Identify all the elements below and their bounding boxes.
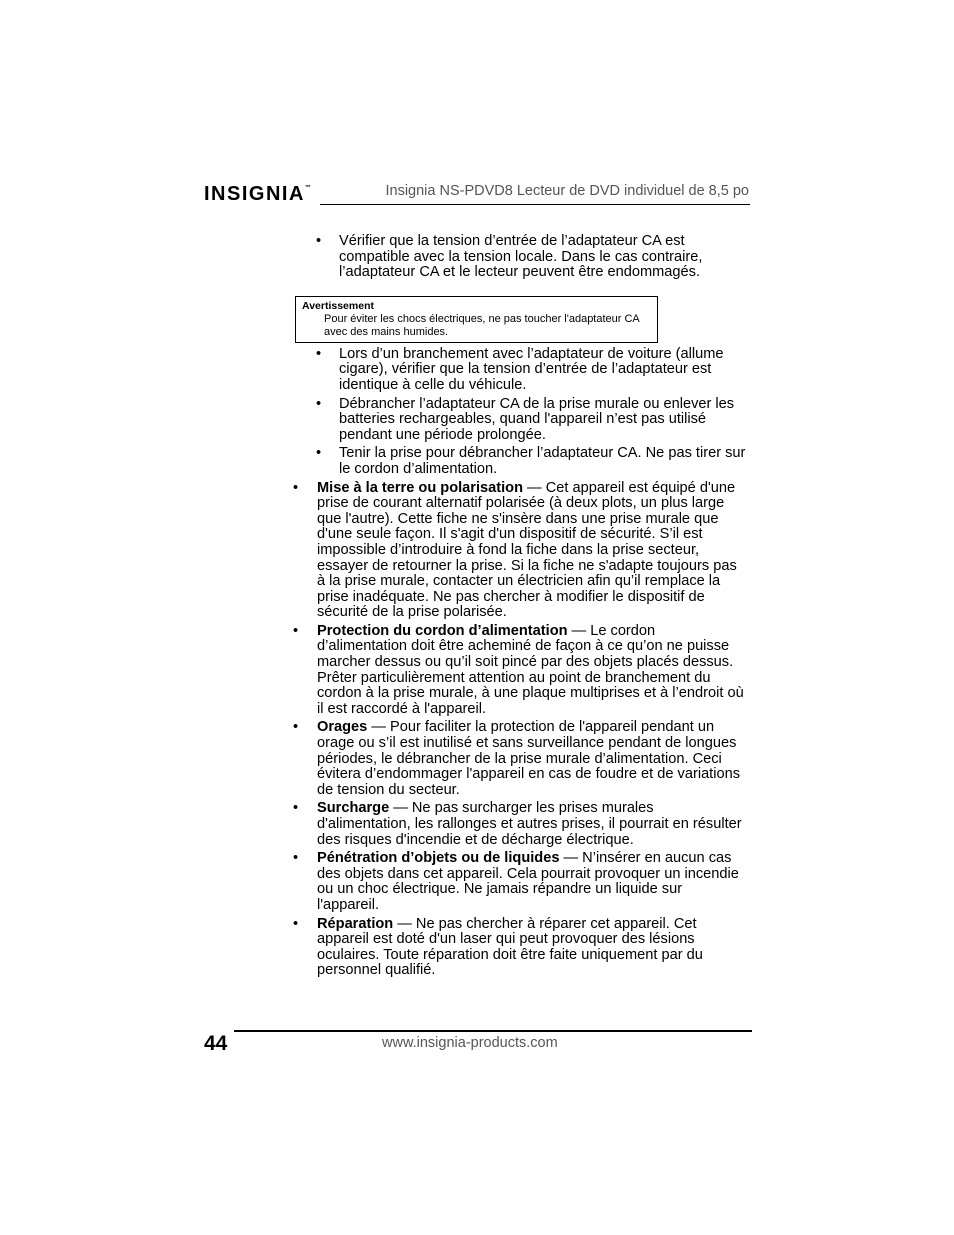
list-item-term: Protection du cordon d’alimentation	[317, 622, 568, 639]
sub-bullet-list	[292, 347, 748, 478]
page-number: 44	[204, 1032, 228, 1055]
bullet-glyph: •	[293, 479, 299, 496]
list-item-text: — Ne pas surcharger les prises murales d'alimentation, les rallonges et autres prises, il pourrait en résulter des risques d'incendie et de décharge électrique.	[317, 800, 742, 848]
bullet-glyph: •	[316, 233, 322, 249]
running-header: Insignia NS-PDVD8 Lecteur de DVD individuel de 8,5 po	[385, 183, 749, 199]
list-item	[292, 801, 748, 848]
list-item	[292, 446, 748, 477]
list-item	[292, 481, 748, 621]
list-item-term: Surcharge	[317, 800, 390, 817]
brand-logo	[204, 183, 311, 206]
warning-title: Avertissement	[302, 299, 374, 312]
list-item-text: Débrancher l’adaptateur CA de la prise murale ou enlever les batteries rechargeables, quand l'appareil n’est pas utilisé pendant une période prolongée.	[339, 395, 735, 443]
warning-box	[295, 296, 658, 343]
list-item	[292, 347, 748, 394]
main-bullet-list	[292, 481, 748, 979]
list-item-text: — Le cordon d’alimentation doit être acheminé de façon à ce qu’on ne puisse marcher dessus ou qu’il soit pincé par des objets placés dessus. Prêter particulièrement attention au point de branchement du cordon à la prise murale, à une plaque multiprises et à l’endroit où il est raccordé à l'appareil.	[317, 622, 744, 717]
list-item	[292, 397, 748, 444]
list-item-term: Orages	[317, 719, 368, 736]
list-item-text: — Ne pas chercher à réparer cet appareil. Cet appareil est doté d'un laser qui peut provoquer des lésions oculaires. Toute réparation doit être faite uniquement par du personnel qualifié.	[317, 915, 703, 979]
bullet-glyph: •	[293, 800, 299, 817]
footer-url: www.insignia-products.com	[382, 1035, 558, 1051]
list-item	[292, 851, 748, 913]
list-item-text: — N’insérer en aucun cas des objets dans cet appareil. Cela pourrait provoquer un incendie ou un choc électrique. Ne jamais répandre un liquide sur l'appareil.	[317, 850, 739, 913]
list-item	[292, 720, 748, 798]
bullet-glyph: •	[293, 915, 299, 932]
list-item-term: Réparation	[317, 915, 394, 932]
list-item	[292, 917, 748, 979]
list-item-term: Pénétration d’objets ou de liquides	[317, 850, 560, 867]
bullet-glyph: •	[293, 622, 299, 639]
list-item	[292, 234, 748, 281]
bullet-glyph: •	[316, 345, 322, 362]
trademark-mark: ™	[304, 185, 311, 191]
footer-rule	[234, 1030, 752, 1032]
warning-text: Pour éviter les chocs électriques, ne pas toucher l'adaptateur CA avec des mains humides.	[324, 312, 640, 338]
bullet-glyph: •	[293, 850, 299, 867]
brand-name: INSIGNIA	[204, 183, 305, 205]
list-item-text: Tenir la prise pour débrancher l’adaptateur CA. Ne pas tirer sur le cordon d’alimentation.	[339, 445, 746, 477]
list-item-term: Mise à la terre ou polarisation	[317, 479, 523, 496]
bullet-glyph: •	[316, 445, 322, 462]
list-item-text: Vérifier que la tension d’entrée de l’adaptateur CA est compatible avec la tension locale. Dans le cas contraire, l’adaptateur CA et le lecteur peuvent être endommagés.	[339, 233, 703, 281]
sub-bullet-list-top	[292, 234, 748, 281]
bullet-glyph: •	[316, 395, 322, 412]
list-item-text: — Pour faciliter la protection de l'appareil pendant un orage ou s’il est inutilisé et sans surveillance pendant de longues périodes, le débrancher de la prise murale d’alimentation. Ceci évitera d’endommager l'appareil en cas de foudre et de variations de tension du secteur.	[317, 719, 741, 798]
list-item-text: — Cet appareil est équipé d'une prise de courant alternatif polarisée (à deux plots, un plus large que l'autre). Cette fiche ne s'insère dans une prise murale que d'une seule façon. Il s'agit d'un dispositif de sécurité. S’il est impossible d’introduire à fond la fiche dans la prise secteur, essayer de retourner la prise. Si la fiche ne s'adapte toujours pas à la prise murale, contacter un électricien afin qu’il remplace la prise inadéquate. Ne pas chercher à modifier le dispositif de sécurité de la prise polarisée.	[317, 479, 737, 621]
list-item-text: Lors d’un branchement avec l’adaptateur de voiture (allume cigare), vérifier que la tension d’entrée de l’adaptateur est identique à celle du véhicule.	[339, 345, 724, 393]
header-rule	[320, 204, 750, 205]
page-body	[292, 234, 748, 982]
list-item	[292, 624, 748, 718]
bullet-glyph: •	[293, 719, 299, 736]
